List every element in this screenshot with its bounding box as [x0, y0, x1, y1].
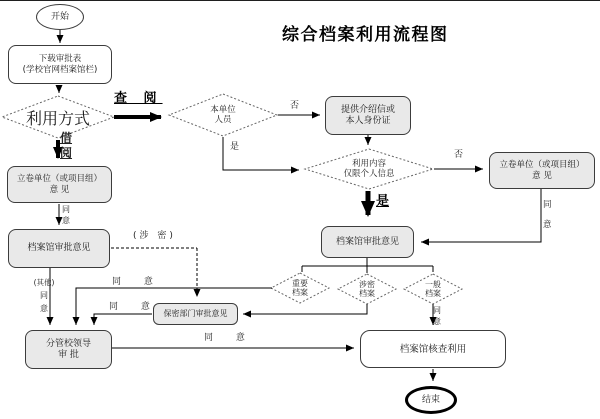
edge-label-fou-personal: 否 [454, 150, 464, 160]
node-general-archive [409, 279, 457, 299]
personal-info-line1: 利用内容 [351, 158, 386, 169]
edge-label-fou-staff: 否 [290, 101, 300, 111]
edge-label-tongyi-left [62, 205, 70, 226]
page-title: 综合档案利用流程图 [282, 25, 449, 45]
edge-label-qita-yi: 意 [40, 304, 48, 313]
filing-unit-right-line2: 意 见 [532, 170, 552, 181]
end-label: 结束 [421, 394, 440, 405]
download-form-line1: 下载审批表 [38, 54, 82, 64]
edge-label-shi-personal: 是 [376, 194, 390, 209]
start-label: 开始 [50, 11, 69, 22]
node-start [36, 4, 84, 30]
filing-unit-left-line1: 立卷单位（或项目组） [16, 174, 102, 184]
node-archive-approval-right [321, 226, 414, 258]
school-leader-line1: 分管校领导 [45, 338, 91, 349]
intro-letter-line2: 本人身份证 [345, 115, 391, 126]
filing-unit-left-line2: 意 见 [49, 184, 70, 195]
personal-info-line2: 仅限个人信息 [343, 169, 395, 179]
edge-label-tongyi-leader: 同 意 [204, 333, 255, 343]
node-security-dept [153, 303, 238, 325]
edge-label-yi-left: 意 [62, 215, 70, 225]
edge-label-tongyi-general [433, 306, 441, 327]
edge-label-yue: 阅 [60, 146, 73, 160]
node-archive-approval-left [8, 229, 110, 268]
important-archive-line2: 档案 [292, 288, 308, 297]
node-classified-archive [343, 279, 391, 299]
edge-label-yi-general: 意 [433, 316, 441, 326]
usage-mode-label: 利用方式 [25, 108, 90, 128]
edge-label-tong-left: 同 [62, 205, 70, 214]
edge-label-qita-tong: 同 [40, 291, 48, 300]
archive-approval-right-label: 档案馆审批意见 [335, 236, 399, 247]
edge-label-tongyi-right [543, 195, 552, 235]
school-leader-line2: 审 批 [58, 349, 79, 360]
edge-label-jie: 借 [60, 131, 73, 145]
edge-label-shi-staff: 是 [230, 142, 240, 152]
archive-approval-left-label: 档案馆审批意见 [27, 243, 91, 253]
edge-label-tongyi-security: 同 意 [109, 302, 160, 312]
classified-archive-line1: 涉密 [359, 279, 375, 289]
node-usage-mode [16, 108, 100, 128]
general-archive-line2: 档案 [425, 289, 441, 298]
edge-label-tong-general: 同 [433, 306, 441, 315]
archive-verify-label: 档案馆核查利用 [399, 343, 467, 355]
dashed-edges [111, 248, 197, 297]
node-filing-unit-right [489, 152, 595, 189]
node-download-form [8, 45, 112, 84]
node-intro-letter [325, 96, 411, 135]
edge-label-tongyi-important: 同 意 [112, 277, 163, 287]
edge-label-qita: (其他) [33, 278, 55, 287]
important-archive-line1: 重要 [292, 278, 308, 288]
node-archive-verify [360, 330, 506, 368]
node-end [405, 386, 457, 414]
intro-letter-line1: 提供介绍信或 [340, 104, 395, 115]
edge-label-qita-col [30, 276, 58, 315]
edge-label-shemi: (涉 密) [133, 231, 176, 241]
node-school-leader [25, 330, 112, 369]
download-form-line2: (学校官网档案馆栏) [22, 64, 98, 75]
edge-label-jieyue [60, 131, 72, 161]
edge-label-yi-right: 意 [543, 220, 552, 230]
node-personal-info [309, 158, 429, 180]
classified-archive-line2: 档案 [359, 289, 375, 298]
node-important-archive [276, 278, 324, 298]
thin-edges [50, 30, 541, 381]
node-local-staff [183, 104, 263, 126]
general-archive-line1: 一般 [425, 279, 441, 289]
security-dept-label: 保密部门审批意见 [163, 309, 228, 319]
filing-unit-right-line1: 立卷单位（或项目组） [499, 160, 585, 170]
edge-label-tong-right: 同 [543, 200, 552, 210]
edge-label-chayue: 查 阅 [114, 91, 163, 106]
local-staff-line2: 人员 [214, 115, 232, 125]
node-filing-unit-left [7, 166, 112, 203]
local-staff-line1: 本单位 [210, 104, 236, 115]
